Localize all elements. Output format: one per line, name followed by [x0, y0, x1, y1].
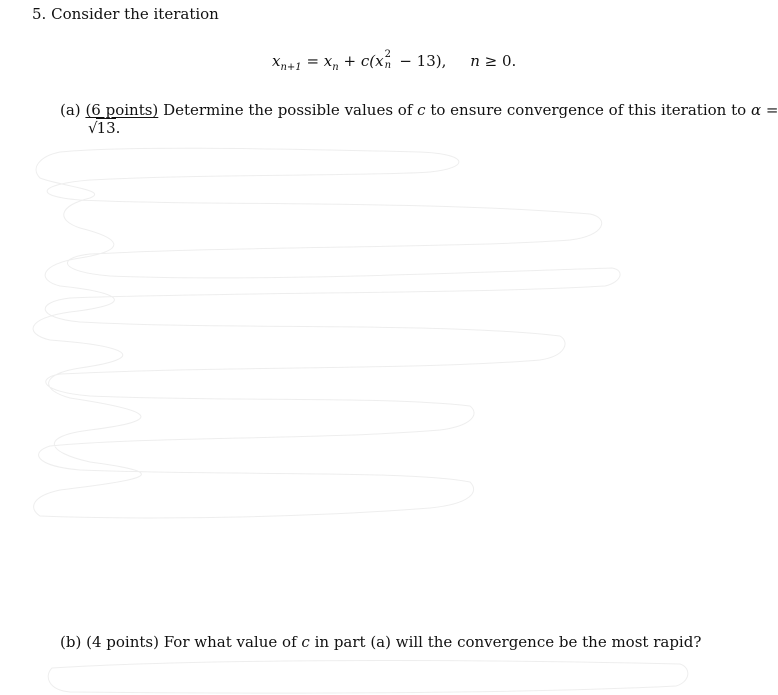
part-a-alpha: α [750, 101, 762, 119]
eq-rhs-var: x [323, 52, 333, 70]
part-b-points: (4 points) [86, 633, 159, 651]
part-a-line2 [88, 119, 720, 137]
question-title: Consider the iteration [51, 5, 219, 23]
eq-sq-var: x [375, 52, 384, 70]
iteration-equation [272, 51, 516, 78]
eq-lhs-var: x [272, 52, 281, 70]
part-a-label: (a) [60, 101, 81, 119]
eq-equals: = [306, 52, 320, 70]
eq-minus-const: − 13), [394, 52, 447, 70]
eq-plus-c: + c( [343, 52, 376, 70]
part-a-text-after-c: to ensure convergence of this iteration to [430, 101, 747, 119]
redaction-stroke-part-a [33, 148, 620, 518]
part-b-label: (b) [60, 633, 82, 651]
eq-condition-var: n [470, 52, 480, 70]
part-a-period: . [115, 119, 121, 137]
part-a-equals: = [765, 101, 778, 119]
part-a-points: (6 points) [85, 101, 159, 119]
part-a-line1 [60, 101, 778, 119]
redaction-stroke-part-b [48, 661, 688, 694]
eq-sq-sup: 2 [384, 49, 391, 60]
eq-sq-scripts [384, 49, 395, 71]
part-a [60, 101, 778, 137]
part-b-c: c [301, 633, 310, 651]
eq-lhs-sub: n+1 [280, 62, 302, 73]
eq-rhs-sub: n [332, 62, 339, 73]
sqrt-13 [88, 119, 116, 137]
part-b [60, 632, 701, 652]
sqrt-radicand: 13 [96, 119, 116, 137]
part-a-text-before-c: Determine the possible values of [163, 101, 413, 119]
eq-sq-sub: n [384, 60, 392, 71]
question-number: 5. [32, 5, 47, 23]
part-b-text-before-c: For what value of [163, 633, 297, 651]
eq-condition-rest: ≥ 0. [479, 52, 517, 70]
radical-sign: √ [88, 119, 98, 137]
part-a-c: c [417, 101, 426, 119]
part-b-text-after-c: in part (a) will the convergence be the most rapid? [314, 633, 702, 651]
question-header [32, 4, 219, 24]
